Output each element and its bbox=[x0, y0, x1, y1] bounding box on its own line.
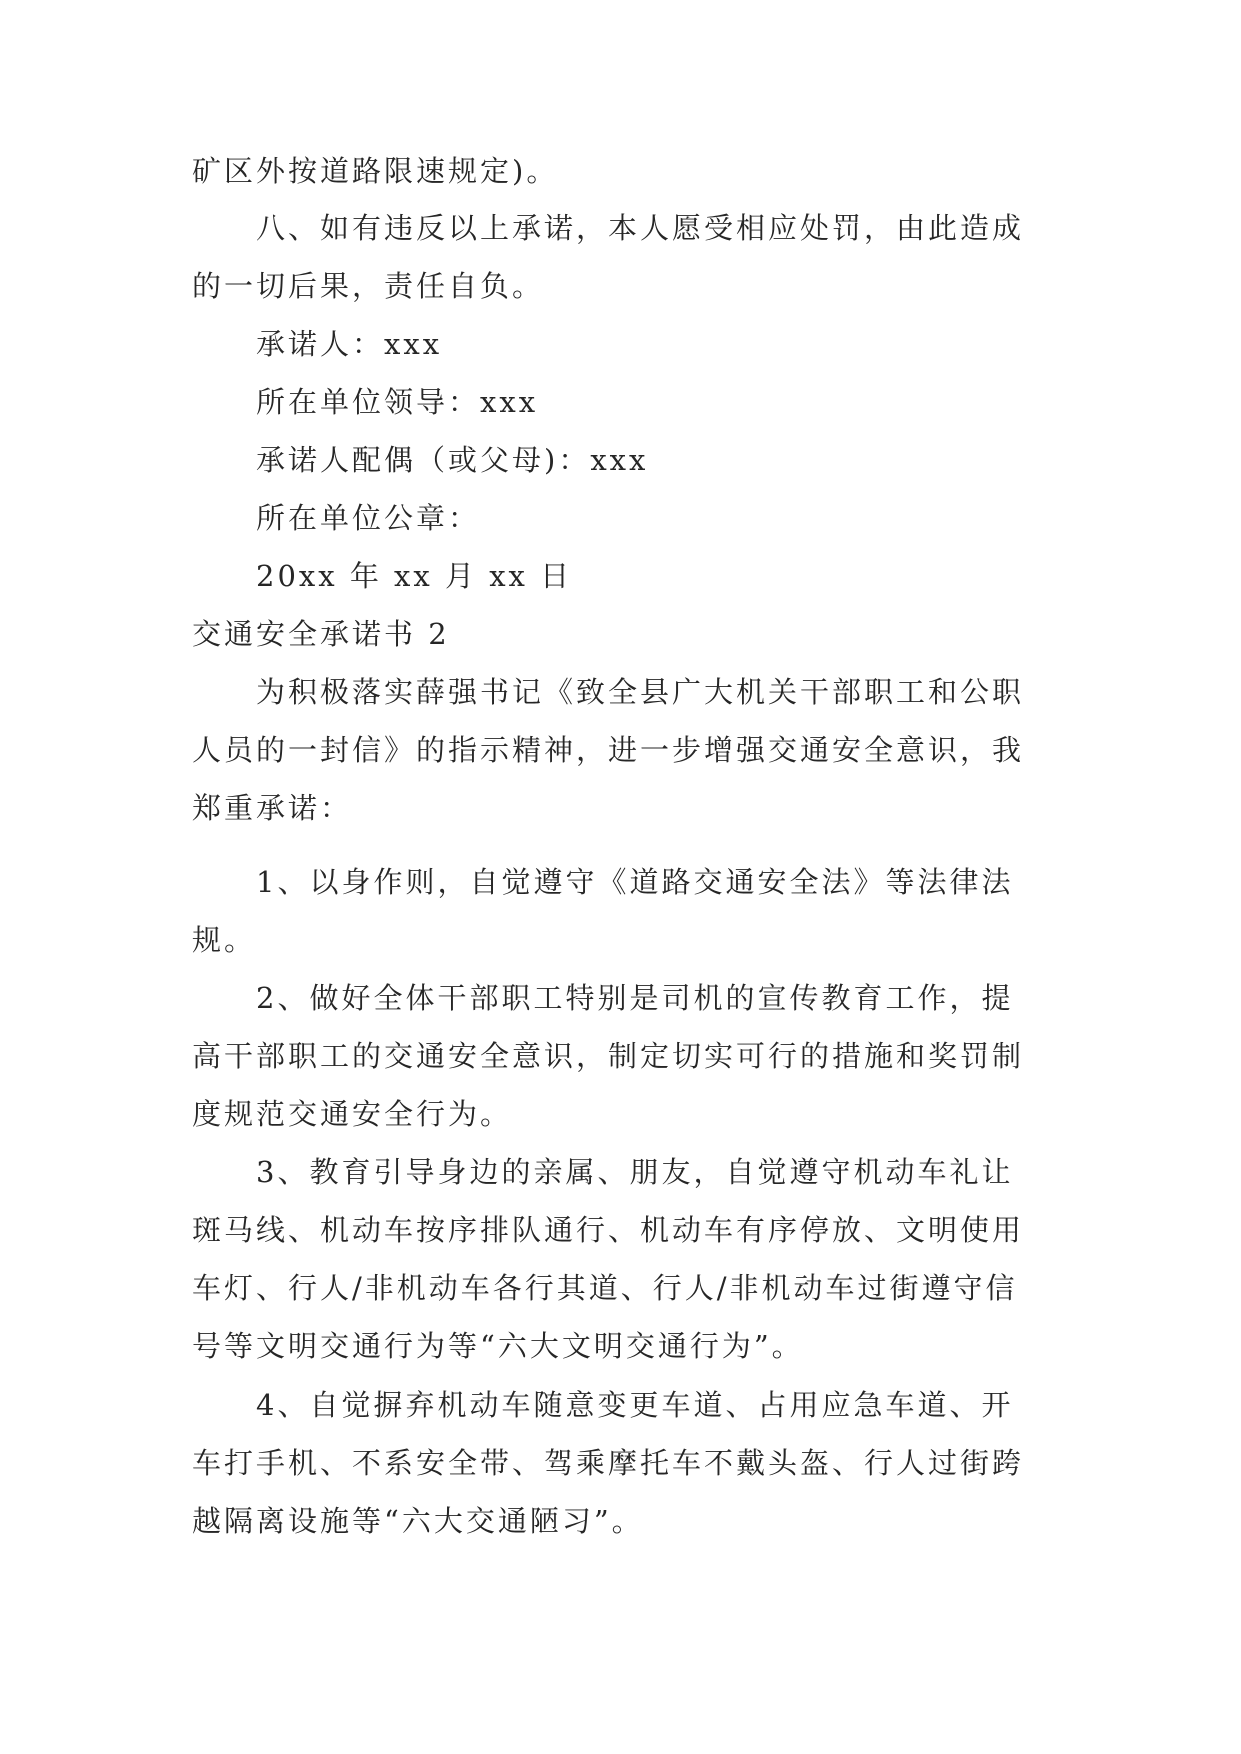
text-line: 号等文明交通行为等“六大文明交通行为”。 bbox=[192, 1329, 804, 1363]
leader-line: 所在单位领导：xxx bbox=[256, 385, 539, 419]
text-line: 斑马线、机动车按序排队通行、机动车有序停放、文明使用 bbox=[192, 1213, 1025, 1247]
text-line: 2、做好全体干部职工特别是司机的宣传教育工作，提 bbox=[256, 981, 1014, 1015]
text-line: 规。 bbox=[192, 923, 257, 957]
seal-line: 所在单位公章： bbox=[256, 501, 481, 535]
text-line: 3、教育引导身边的亲属、朋友，自觉遵守机动车礼让 bbox=[256, 1155, 1014, 1189]
text-line: 矿区外按道路限速规定)。 bbox=[192, 154, 559, 188]
text-line: 车打手机、不系安全带、驾乘摩托车不戴头盔、行人过街跨 bbox=[192, 1446, 1025, 1480]
text-line: 车灯、行人/非机动车各行其道、行人/非机动车过街遵守信 bbox=[192, 1271, 1018, 1305]
spouse-line: 承诺人配偶（或父母)：xxx bbox=[256, 443, 649, 477]
section-title: 交通安全承诺书 2 bbox=[192, 617, 450, 651]
signatory-line: 承诺人：xxx bbox=[256, 327, 443, 361]
date-line: 20xx 年 xx 月 xx 日 bbox=[256, 559, 573, 593]
text-line: 人员的一封信》的指示精神，进一步增强交通安全意识，我 bbox=[192, 733, 1025, 767]
text-line: 八、如有违反以上承诺，本人愿受相应处罚，由此造成 bbox=[256, 211, 1025, 245]
text-line: 的一切后果，责任自负。 bbox=[192, 269, 545, 303]
text-line: 度规范交通安全行为。 bbox=[192, 1097, 513, 1131]
text-line: 1、以身作则，自觉遵守《道路交通安全法》等法律法 bbox=[256, 865, 1014, 899]
text-line: 高干部职工的交通安全意识，制定切实可行的措施和奖罚制 bbox=[192, 1039, 1025, 1073]
text-line: 为积极落实薛强书记《致全县广大机关干部职工和公职 bbox=[256, 675, 1025, 709]
text-line: 4、自觉摒弃机动车随意变更车道、占用应急车道、开 bbox=[256, 1388, 1014, 1422]
text-line: 郑重承诺： bbox=[192, 791, 353, 825]
text-line: 越隔离设施等“六大交通陋习”。 bbox=[192, 1504, 644, 1538]
